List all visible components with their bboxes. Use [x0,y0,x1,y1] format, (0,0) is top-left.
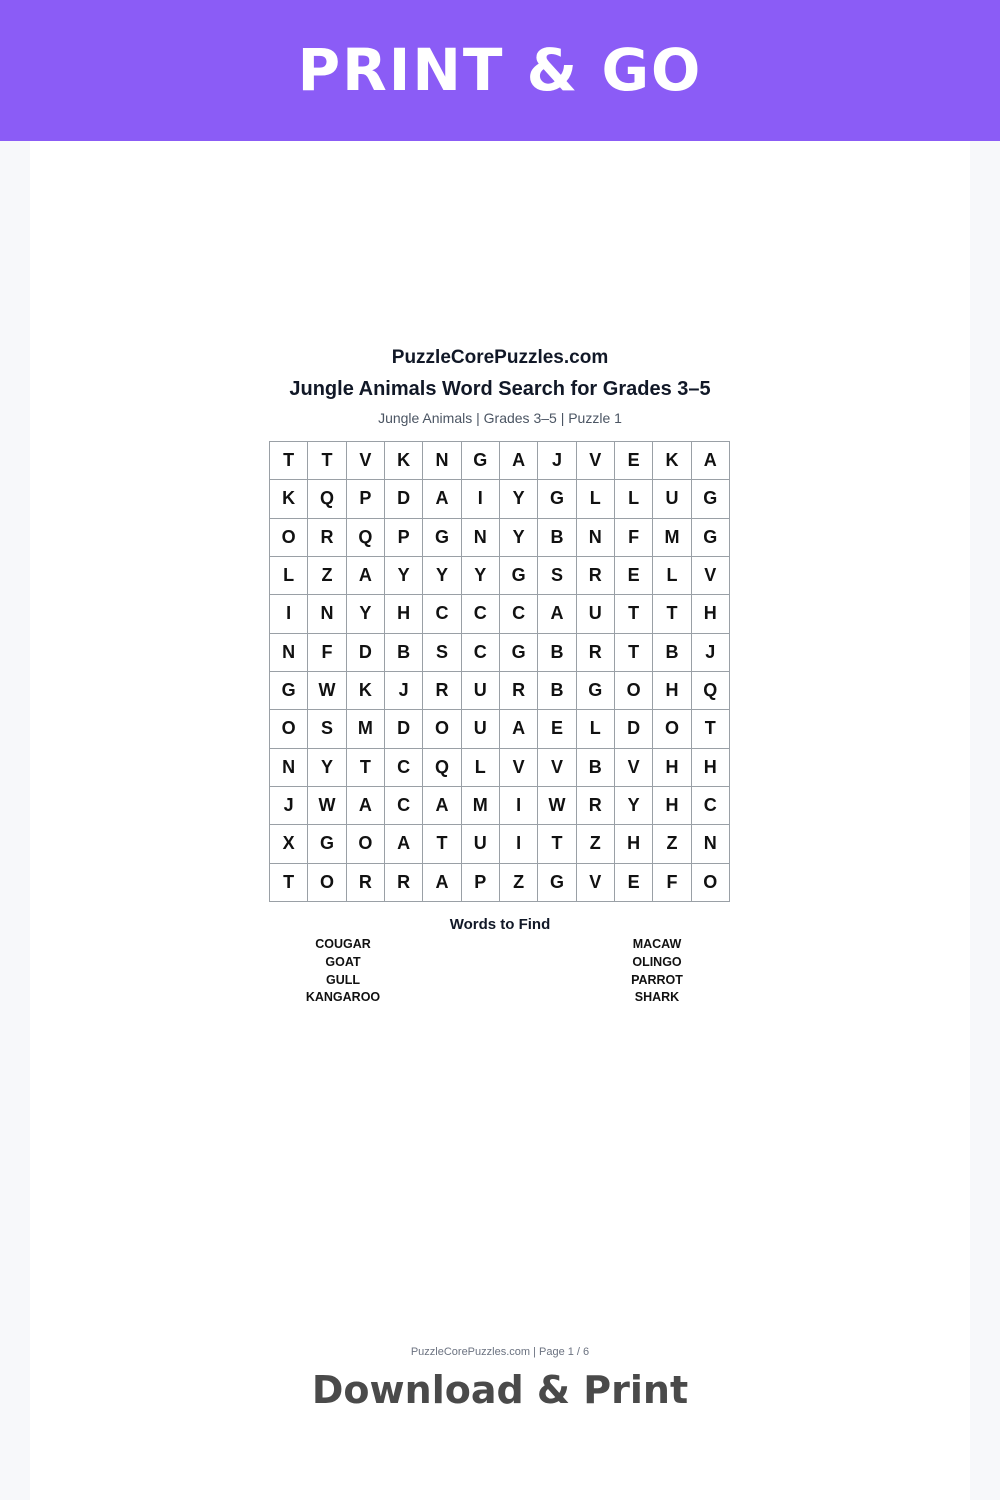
grid-cell: T [308,442,346,480]
word-item: PARROT [631,972,683,987]
page-footer: PuzzleCorePuzzles.com | Page 1 / 6 [410,1346,590,1358]
grid-cell: T [270,864,308,902]
grid-cell: J [538,442,576,480]
grid-cell: O [347,825,385,863]
grid-cell: H [653,787,691,825]
grid-cell: L [615,480,653,518]
grid-cell: C [385,749,423,787]
grid-cell: T [347,749,385,787]
grid-cell: L [577,710,615,748]
grid-cell: S [423,634,461,672]
grid-cell: Y [347,595,385,633]
grid-cell: Q [423,749,461,787]
grid-cell: Q [347,519,385,557]
grid-cell: H [653,749,691,787]
grid-cell: L [577,480,615,518]
grid-cell: A [423,864,461,902]
grid-cell: J [270,787,308,825]
site-name: PuzzleCorePuzzles.com [391,347,609,368]
grid-cell: A [423,787,461,825]
grid-cell: A [500,442,538,480]
grid-cell: T [270,442,308,480]
grid-cell: Y [385,557,423,595]
grid-cell: U [577,595,615,633]
grid-cell: Y [462,557,500,595]
grid-cell: N [692,825,730,863]
grid-cell: P [385,519,423,557]
grid-cell: O [653,710,691,748]
grid-cell: T [538,825,576,863]
grid-cell: U [653,480,691,518]
grid-cell: C [385,787,423,825]
puzzle-subtitle: Jungle Animals | Grades 3–5 | Puzzle 1 [378,410,622,426]
grid-cell: R [385,864,423,902]
grid-cell: U [462,825,500,863]
grid-cell: V [577,442,615,480]
word-item: OLINGO [632,954,682,969]
grid-cell: G [423,519,461,557]
grid-cell: J [692,634,730,672]
grid-cell: V [347,442,385,480]
grid-cell: O [692,864,730,902]
grid-cell: U [462,710,500,748]
grid-cell: B [653,634,691,672]
grid-cell: I [500,825,538,863]
grid-cell: B [385,634,423,672]
grid-cell: Z [500,864,538,902]
grid-cell: Z [308,557,346,595]
grid-cell: Y [423,557,461,595]
grid-cell: M [347,710,385,748]
grid-cell: A [347,557,385,595]
grid-cell: P [462,864,500,902]
grid-cell: R [347,864,385,902]
grid-cell: V [692,557,730,595]
grid-cell: G [500,634,538,672]
grid-cell: V [500,749,538,787]
grid-cell: G [538,480,576,518]
grid-cell: R [423,672,461,710]
grid-cell: O [308,864,346,902]
grid-cell: R [577,557,615,595]
grid-cell: Y [500,480,538,518]
grid-cell: R [500,672,538,710]
grid-cell: F [308,634,346,672]
grid-cell: H [615,825,653,863]
grid-cell: R [577,787,615,825]
grid-cell: V [538,749,576,787]
grid-cell: R [577,634,615,672]
grid-cell: G [692,519,730,557]
grid-cell: G [577,672,615,710]
grid-cell: V [577,864,615,902]
grid-cell: L [462,749,500,787]
grid-cell: N [270,749,308,787]
grid-cell: A [347,787,385,825]
grid-cell: F [653,864,691,902]
grid-cell: M [462,787,500,825]
grid-cell: Y [308,749,346,787]
grid-cell: B [538,519,576,557]
word-item: SHARK [634,990,680,1005]
grid-cell: Y [500,519,538,557]
grid-cell: W [308,787,346,825]
grid-cell: B [577,749,615,787]
grid-cell: W [538,787,576,825]
grid-cell: Q [692,672,730,710]
grid-cell: D [385,710,423,748]
banner-title: PRINT & GO [297,35,703,104]
grid-cell: O [270,710,308,748]
grid-cell: K [653,442,691,480]
grid-cell: O [615,672,653,710]
grid-cell: C [500,595,538,633]
grid-cell: I [462,480,500,518]
word-item: GULL [325,972,361,987]
grid-cell: T [615,634,653,672]
grid-cell: A [500,710,538,748]
grid-cell: C [692,787,730,825]
grid-cell: A [423,480,461,518]
grid-cell: G [308,825,346,863]
grid-cell: K [347,672,385,710]
grid-cell: E [615,864,653,902]
grid-cell: G [500,557,538,595]
grid-cell: N [270,634,308,672]
grid-cell: E [538,710,576,748]
grid-cell: N [462,519,500,557]
word-item: KANGAROO [305,990,381,1005]
word-list-right [587,936,727,1007]
grid-cell: B [538,672,576,710]
words-heading: Words to Find [449,916,551,933]
grid-cell: X [270,825,308,863]
grid-cell: D [615,710,653,748]
grid-cell: E [615,442,653,480]
grid-cell: K [270,480,308,518]
grid-cell: N [308,595,346,633]
top-banner [0,0,1000,141]
grid-cell: L [653,557,691,595]
grid-cell: G [270,672,308,710]
grid-cell: A [385,825,423,863]
word-item: COUGAR [315,937,371,951]
grid-cell: Z [577,825,615,863]
grid-cell: B [538,634,576,672]
grid-cell: C [462,595,500,633]
grid-cell: T [615,595,653,633]
grid-cell: U [462,672,500,710]
grid-cell: T [423,825,461,863]
grid-cell: S [308,710,346,748]
grid-cell: O [423,710,461,748]
word-item: MACAW [632,937,682,951]
grid-cell: T [653,595,691,633]
word-item: GOAT [325,954,361,969]
grid-cell: L [270,557,308,595]
grid-cell: A [692,442,730,480]
grid-cell: A [538,595,576,633]
grid-cell: K [385,442,423,480]
grid-cell: T [692,710,730,748]
grid-cell: H [653,672,691,710]
grid-cell: G [462,442,500,480]
grid-cell: C [423,595,461,633]
word-list-left [273,936,413,1007]
grid-cell: G [692,480,730,518]
grid-cell: P [347,480,385,518]
grid-cell: Z [653,825,691,863]
grid-cell: O [270,519,308,557]
grid-cell: M [653,519,691,557]
word-search-grid [269,441,730,902]
grid-cell: H [692,749,730,787]
grid-cell: G [538,864,576,902]
grid-cell: E [615,557,653,595]
grid-cell: H [692,595,730,633]
grid-cell: W [308,672,346,710]
grid-cell: Y [615,787,653,825]
grid-cell: V [615,749,653,787]
puzzle-title: Jungle Animals Word Search for Grades 3–5 [289,378,711,400]
grid-cell: S [538,557,576,595]
grid-cell: R [308,519,346,557]
grid-cell: I [270,595,308,633]
bottom-caption: Download & Print [311,1368,689,1412]
grid-cell: N [423,442,461,480]
grid-cell: C [462,634,500,672]
grid-cell: I [500,787,538,825]
grid-cell: D [347,634,385,672]
grid-cell: N [577,519,615,557]
grid-cell: J [385,672,423,710]
grid-cell: F [615,519,653,557]
grid-cell: Q [308,480,346,518]
grid-cell: H [385,595,423,633]
grid-cell: D [385,480,423,518]
